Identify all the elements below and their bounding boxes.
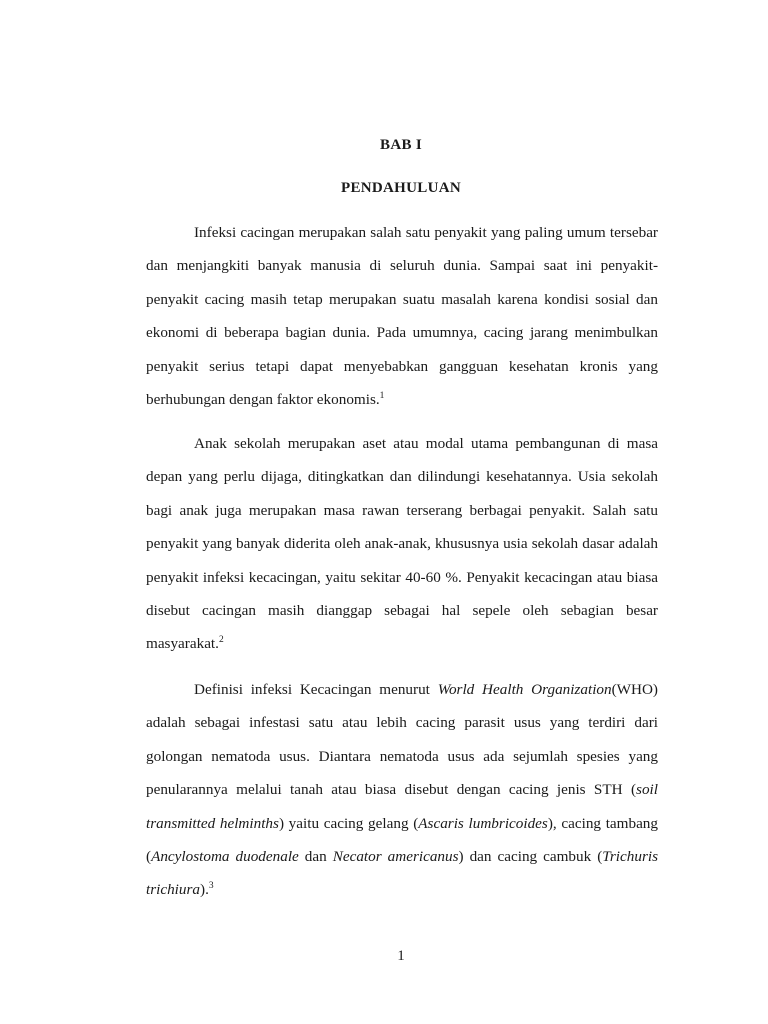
paragraph-3 [146,673,658,907]
text-run: ). [200,881,209,899]
text-run: Anak sekolah merupakan aset atau modal utama pembangunan di masa depan yang perlu dijaga, ditingkatkan dan dilindungi kesehatannya. Usia sekolah bagi anak juga merupakan masa rawan terserang berbagai penyakit. Salah satu penyakit yang banyak diderita oleh anak-anak, khususnya usia sekolah dasar adalah penyakit infeksi kecacingan, yaitu sekitar 40-60 %. Penyakit kecacingan atau biasa disebut cacingan masih dianggap sebagai hal sepele oleh sebagian besar masyarakat. [146,435,658,653]
footnote-reference: 1 [379,391,385,402]
italic-term: Necator americanus [332,848,459,866]
text-run: ) yaitu cacing gelang ( [278,814,419,832]
footnote-reference: 2 [218,635,224,646]
italic-term: Ascaris lumbricoides [418,814,548,832]
text-run: ) dan cacing cambuk ( [458,848,603,866]
text-run: ), cacing tambang ( [146,814,658,866]
italic-term: Ancylostoma duodenale [151,848,299,866]
paragraph-1 [146,216,658,416]
chapter-title: PENDAHULUAN [341,180,461,196]
paragraph-2 [146,427,658,661]
italic-term: Trichuris trichiura [146,848,658,899]
text-run: Definisi infeksi Kecacingan menurut [194,681,438,698]
footnote-reference: 3 [208,881,214,892]
text-run: dan [298,848,333,866]
chapter-number: BAB I [380,137,422,153]
text-run: (WHO) adalah sebagai infestasi satu atau lebih cacing parasit usus yang terdiri dari golongan nematoda usus. Diantara nematoda usus ada sejumlah spesies yang penularannya melalui tanah atau biasa disebut dengan cacing jenis STH ( [146,681,658,799]
italic-term: soil transmitted helminths [146,781,658,832]
italic-term: World Health Organization [437,681,612,698]
text-run: Infeksi cacingan merupakan salah satu penyakit yang paling umum tersebar dan menjangkiti banyak manusia di seluruh dunia. Sampai saat ini penyakit-penyakit cacing masih tetap merupakan suatu masalah karena kondisi sosial dan ekonomi di beberapa bagian dunia. Pada umumnya, cacing jarang menimbulkan penyakit serius tetapi dapat menyebabkan gangguan kesehatan kronis yang berhubungan dengan faktor ekonomis. [146,224,658,409]
page-number: 1 [397,948,405,964]
